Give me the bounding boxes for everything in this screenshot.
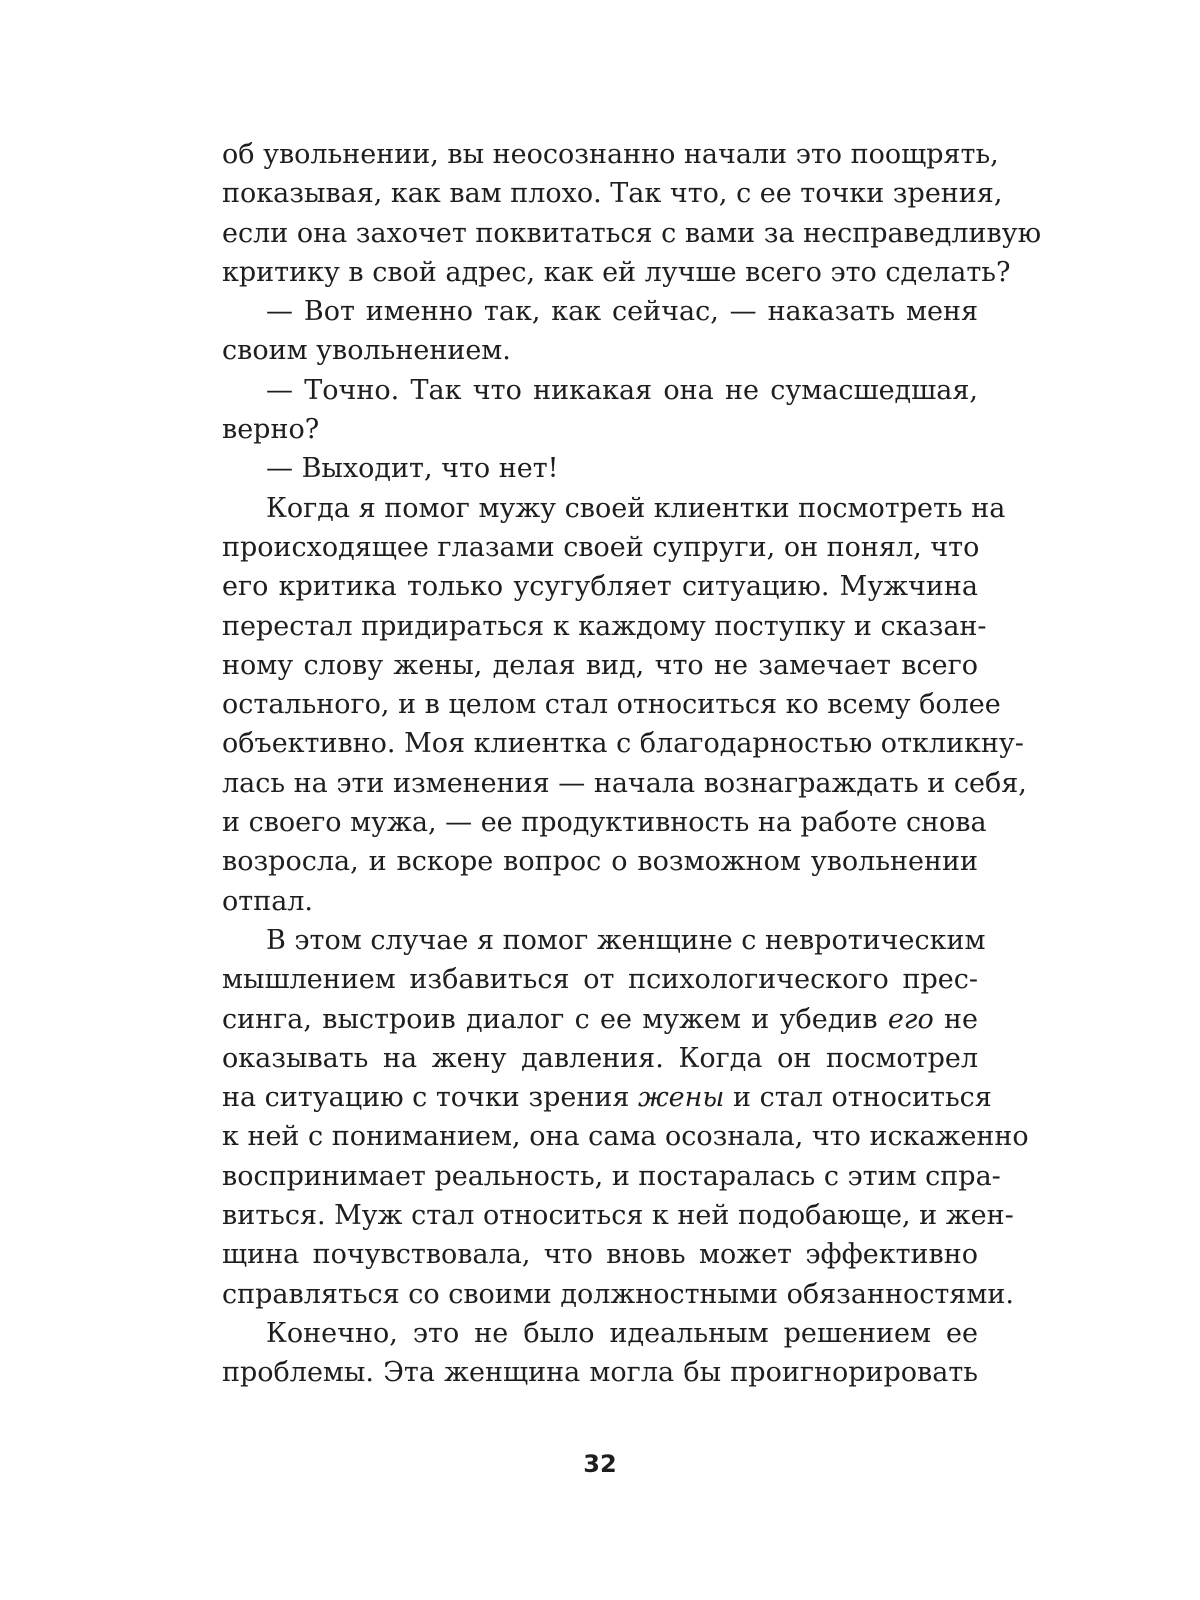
text-line: ному слову жены, делая вид, что не замечает всего (222, 649, 978, 681)
text-line: мышлением избавиться от психологического прес- (222, 964, 978, 996)
text-segment: синга, выстроив диалог с ее мужем и убедив (222, 1003, 888, 1035)
text-line: возросла, и вскоре вопрос о возможном увольнении (222, 846, 978, 878)
text-segment: не (933, 1003, 978, 1035)
paragraph-first-line: Конечно, это не было идеальным решением ее (266, 1317, 978, 1349)
paragraph-first-line: Когда я помог мужу своей клиентки посмотреть на (266, 492, 1006, 524)
text-line: об увольнении, вы неосознанно начали это поощрять, (222, 139, 999, 170)
paragraph-first-line: В этом случае я помог женщине с невротическим (266, 924, 986, 956)
text-segment: на ситуацию с точки зрения (222, 1082, 638, 1114)
text-line: верно? (222, 414, 320, 446)
text-line: проблемы. Эта женщина могла бы проигнорировать (222, 1357, 978, 1389)
text-line: если она захочет поквитаться с вами за несправедливую (222, 217, 1042, 249)
text-line: и своего мужа, — ее продуктивность на работе снова (222, 807, 987, 839)
text-line: к ней с пониманием, она сама осознала, что искаженно (222, 1121, 1029, 1153)
text-segment: и стал относиться (724, 1082, 992, 1114)
emphasis-text: жены (637, 1082, 725, 1114)
text-line (222, 1000, 978, 1039)
text-line: своим увольнением. (222, 335, 511, 367)
text-line: оказывать на жену давления. Когда он посмотрел (222, 1042, 978, 1074)
emphasis-text: его (887, 1003, 934, 1035)
text-line: виться. Муж стал относиться к ней подобающе, и жен- (222, 1200, 1014, 1232)
text-line: воспринимает реальность, и постаралась с этим спра- (222, 1160, 1001, 1192)
text-line: критику в свой адрес, как ей лучше всего это сделать? (222, 256, 1011, 288)
text-line: показывая, как вам плохо. Так что, с ее точки зрения, (222, 178, 1003, 210)
text-line: справляться со своими должностными обязанностями. (222, 1278, 1014, 1310)
dialogue-line: — Точно. Так что никакая она не сумасшедшая, (266, 374, 978, 406)
text-line: происходящее глазами своей супруги, он понял, что (222, 531, 980, 563)
text-line: отпал. (222, 885, 314, 917)
dialogue-line: — Выходит, что нет! (266, 453, 559, 485)
text-line: объективно. Моя клиентка с благодарностью откликну- (222, 728, 1024, 760)
dialogue-line: — Вот именно так, как сейчас, — наказать меня (266, 296, 978, 328)
text-line: его критика только усугубляет ситуацию. Мужчина (222, 571, 978, 603)
text-line: лась на эти изменения — начала вознаграждать и себя, (222, 767, 1027, 799)
text-line: щина почувствовала, что вновь может эффективно (222, 1239, 978, 1271)
text-line: перестал придираться к каждому поступку и сказан- (222, 610, 987, 642)
body-text (222, 135, 1042, 1393)
text-line (222, 1078, 992, 1117)
text-line: остального, и в целом стал относиться ко всему более (222, 689, 1001, 721)
page-number: 32 (583, 1450, 617, 1478)
